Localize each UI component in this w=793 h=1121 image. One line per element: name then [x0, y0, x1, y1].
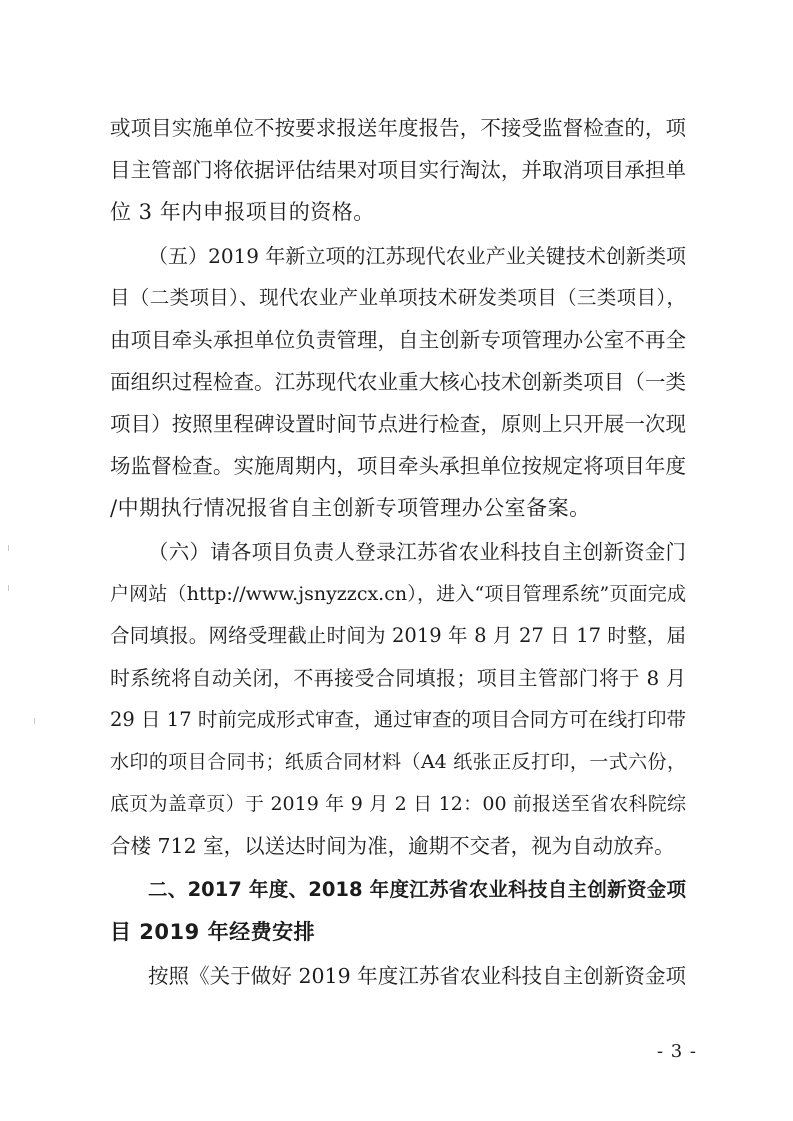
text-line-8: 项目）按照里程碑设置时间节点进行检查，原则上只开展一次现 [110, 412, 686, 436]
page-number: - 3 - [656, 1041, 697, 1062]
text-line-1: 或项目实施单位不按要求报送年度报告，不接受监督检查的，项 [110, 116, 686, 140]
text-line-2: 目主管部门将依据评估结果对项目实行淘汰，并取消项目承担单 [110, 158, 686, 182]
scan-speck [8, 545, 9, 551]
section-heading-line-1: 二、2017 年度、2018 年度江苏省农业科技自主创新资金项 [148, 878, 686, 901]
text-line-17: 底页为盖章页）于 2019 年 9 月 2 日 12：00 前报送至省农科院综 [110, 793, 686, 815]
text-line-9: 场监督检查。实施周期内，项目牵头承担单位按规定将项目年度 [110, 454, 686, 478]
text-line-18: 合楼 712 室，以送达时间为准，逾期不交者，视为自动放弃。 [110, 834, 675, 858]
text-line-11: （六）请各项目负责人登录江苏省农业科技自主创新资金门 [148, 540, 686, 564]
section-heading-line-2: 目 2019 年经费安排 [110, 920, 316, 944]
text-line-16: 水印的项目合同书；纸质合同材料（A4 纸张正反打印，一式六份， [110, 751, 686, 773]
text-line-5: 目（二类项目）、现代农业产业单项技术研发类项目（三类项目）， [110, 286, 686, 309]
text-line-6: 由项目牵头承担单位负责管理，自主创新专项管理办公室不再全 [110, 328, 686, 352]
text-line-3: 位 3 年内申报项目的资格。 [110, 200, 375, 224]
text-line-10: /中期执行情况报省自主创新专项管理办公室备案。 [110, 496, 591, 520]
text-line-7: 面组织过程检查。江苏现代农业重大核心技术创新类项目（一类 [110, 370, 686, 394]
text-line-21: 按照《关于做好 2019 年度江苏省农业科技自主创新资金项 [148, 964, 686, 988]
scan-speck [34, 718, 35, 724]
text-line-15: 29 日 17 时前完成形式审查，通过审查的项目合同方可在线打印带 [110, 708, 686, 731]
text-line-13: 合同填报。网络受理截止时间为 2019 年 8 月 27 日 17 时整，届 [110, 624, 686, 647]
scan-speck [8, 585, 9, 591]
text-line-12: 户网站（http://www.jsnyzzcx.cn），进入“项目管理系统”页面完成 [110, 583, 686, 605]
text-line-4: （五）2019 年新立项的江苏现代农业产业关键技术创新类项 [148, 244, 686, 268]
text-line-14: 时系统将自动关闭，不再接受合同填报；项目主管部门将于 8 月 [110, 666, 686, 690]
